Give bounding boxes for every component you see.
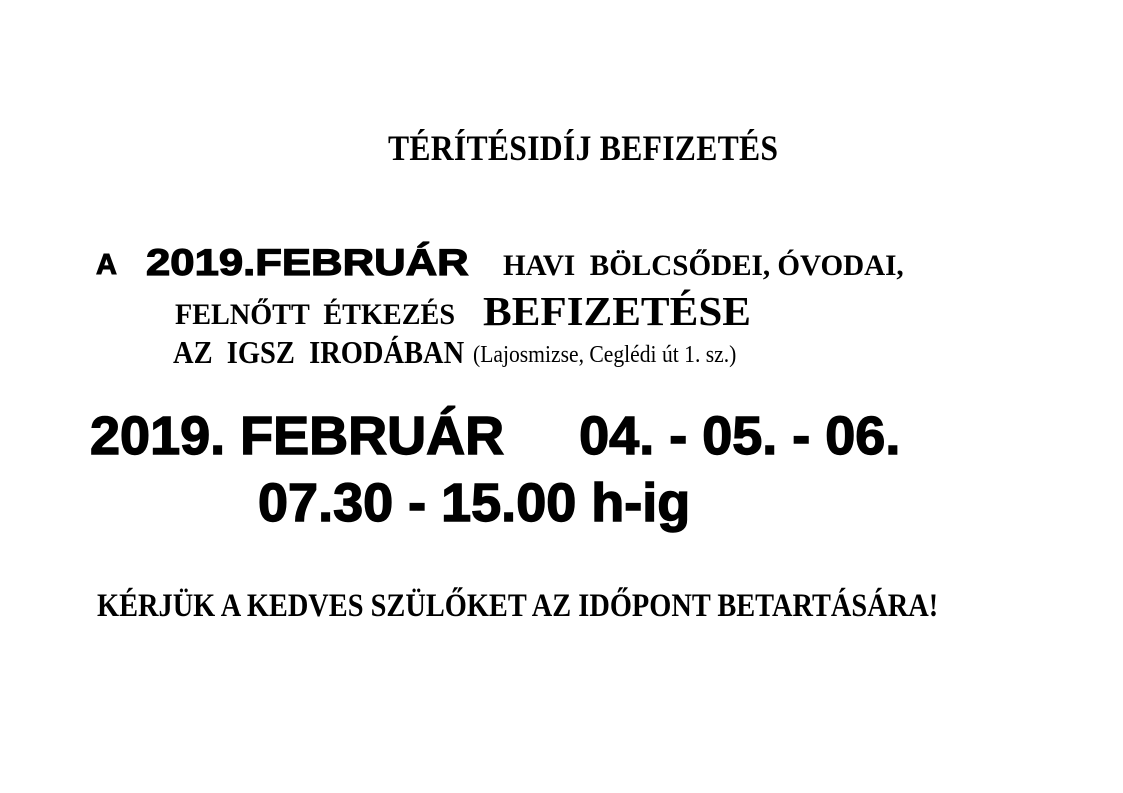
office-address-note: (Lajosmizse, Ceglédi út 1. sz.) bbox=[473, 342, 737, 368]
footer-notice: KÉRJÜK A KEDVES SZÜLŐKET AZ IDŐPONT BETARTÁSÁRA! bbox=[97, 588, 939, 624]
intro-office-text: AZ IGSZ IRODÁBAN bbox=[173, 334, 465, 370]
payment-hours-line: 07.30 - 15.00 h-ig bbox=[258, 473, 691, 533]
intro-article-word: A bbox=[96, 249, 117, 281]
page-title: TÉRÍTÉSIDÍJ BEFIZETÉS bbox=[388, 128, 779, 168]
intro-meal-type-text: FELNŐTT ÉTKEZÉS bbox=[175, 298, 456, 331]
intro-month-word: 2019.FEBRUÁR bbox=[146, 242, 469, 283]
payment-dates-line: 2019. FEBRUÁR 04. - 05. - 06. bbox=[90, 406, 901, 466]
intro-payment-word: BEFIZETÉSE bbox=[483, 288, 751, 334]
intro-categories-text: HAVI BÖLCSŐDEI, ÓVODAI, bbox=[503, 249, 904, 282]
